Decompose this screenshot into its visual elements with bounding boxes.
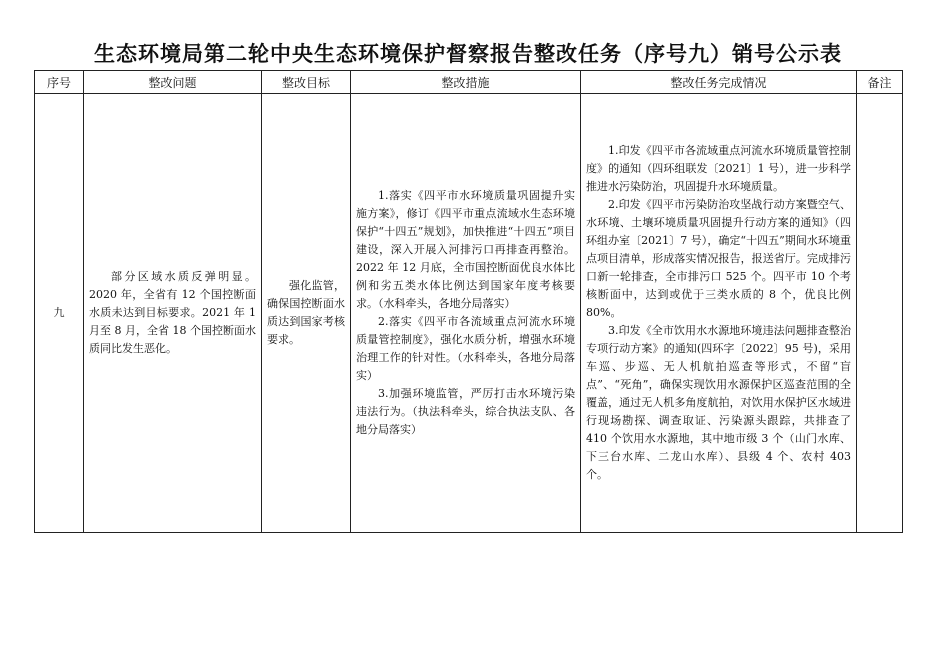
rectification-table (34, 70, 903, 533)
table-row (35, 94, 903, 533)
header-goal: 整改目标 (262, 71, 351, 94)
page-title: 生态环境局第二轮中央生态环境保护督察报告整改任务（序号九）销号公示表 (94, 41, 842, 66)
cell-completion (581, 94, 857, 533)
header-completion: 整改任务完成情况 (581, 71, 857, 94)
cell-goal (262, 94, 351, 533)
header-remarks: 备注 (857, 71, 903, 94)
measure-item: 2.落实《四平市各流域重点河流水环境质量管控制度》，强化水质分析，增强水环境治理工作的针对性。（水科牵头，各地分局落实） (356, 315, 575, 382)
completion-item: 3.印发《全市饮用水水源地环境违法问题排查整治专项行动方案》的通知(四环字〔2022〕95 号)，采用车巡、步巡、无人机航拍巡查等形式，不留“盲点”、“死角”，确保实现饮用水源保护区巡查范围的全覆盖，通过无人机多角度航拍，对饮用水保护区水域进行现场勘探、调查取证、污染源头跟踪，共排查了 410 个饮用水水源地，其中地市级 3 个（山门水库、下三台水库、二龙山水库）、县级 4 个、农村 403 个。 (586, 324, 851, 481)
cell-seq: 九 (35, 94, 84, 533)
completion-item: 2.印发《四平市污染防治攻坚战行动方案暨空气、水环境、土壤环境质量巩固提升行动方案的通知》（四环组办室〔2021〕7 号），确定“十四五”期间水环境重点项目清单，形成落实情况报告，报送省厅。完成排污口新一轮排查，全市排污口 525 个。四平市 10 个考核断面中，达到或优于三类水质的 8 个，优良比例 80%。 (586, 198, 851, 319)
completion-item: 1.印发《四平市各流域重点河流水环境质量管控制度》的通知（四环组联发〔2021〕1 号），进一步科学推进水污染防治，巩固提升水环境质量。 (586, 144, 851, 193)
measure-item: 1.落实《四平市水环境质量巩固提升实施方案》，修订《四平市重点流域水生态环境保护“十四五”规划》，加快推进“十四五”项目建设，深入开展入河排污口再排查再整治。2022 年 12 月底，全市国控断面优良水体比例和劣五类水体比例达到国家年度考核要求。（水科牵头，各地分局落实） (356, 189, 575, 310)
problem-text: 部分区域水质反弹明显。2020 年，全省有 12 个国控断面水质未达到目标要求。2021 年 1 月至 8 月，全省 18 个国控断面水质同比发生恶化。 (89, 270, 256, 355)
header-measures: 整改措施 (351, 71, 581, 94)
header-problem: 整改问题 (84, 71, 262, 94)
header-seq: 序号 (35, 71, 84, 94)
cell-measures (351, 94, 581, 533)
table-header-row (35, 71, 903, 94)
measure-item: 3.加强环境监管，严厉打击水环境污染违法行为。（执法科牵头，综合执法支队、各地分局落实） (356, 387, 575, 436)
cell-problem (84, 94, 262, 533)
cell-remarks (857, 94, 903, 533)
goal-text: 强化监管，确保国控断面水质达到国家考核要求。 (267, 279, 345, 346)
